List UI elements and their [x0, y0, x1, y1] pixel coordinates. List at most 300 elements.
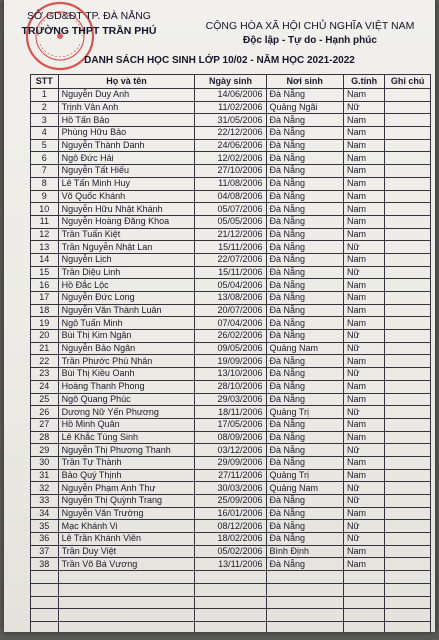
student-name: Nguyễn Văn Trường: [58, 507, 195, 520]
birth-place: Đà Nẵng: [266, 533, 343, 546]
table-row: [31, 418, 431, 431]
student-name: Nguyễn Duy Anh: [58, 89, 195, 102]
birth-date: 16/01/2006: [195, 507, 266, 520]
birth-date: 15/11/2006: [195, 266, 266, 279]
birth-date: 13/11/2006: [195, 558, 266, 571]
birth-place: Đà Nẵng: [266, 114, 343, 127]
birth-place: Đà Nẵng: [266, 380, 343, 393]
row-number: 23: [31, 368, 59, 381]
student-name: Trần Duy Việt: [58, 545, 195, 558]
empty-cell: [58, 609, 195, 622]
birth-place: Đà Nẵng: [266, 177, 343, 190]
birth-date: 28/10/2006: [195, 380, 266, 393]
empty-cell: [343, 596, 384, 609]
empty-cell: [385, 609, 431, 622]
gender: Nam: [343, 279, 384, 292]
birth-place: Đà Nẵng: [266, 444, 343, 457]
row-number: 21: [31, 342, 59, 355]
table-row: [31, 507, 431, 520]
student-name: Ngô Đức Hải: [58, 152, 195, 165]
birth-date: 15/11/2006: [195, 241, 266, 254]
row-number: 37: [31, 545, 59, 558]
empty-cell: [266, 571, 343, 584]
student-name: Nguyễn Hoàng Đăng Khoa: [58, 215, 195, 228]
row-number: 33: [31, 495, 59, 508]
student-name: Trần Võ Bá Vương: [58, 558, 195, 571]
note: [385, 482, 431, 495]
row-number: 7: [31, 165, 59, 178]
gender: Nữ: [343, 342, 384, 355]
empty-table-row: [31, 621, 431, 632]
note: [385, 444, 431, 457]
row-number: 12: [31, 228, 59, 241]
note: [385, 165, 431, 178]
empty-cell: [385, 621, 431, 632]
row-number: 29: [31, 444, 59, 457]
table-row: [31, 342, 431, 355]
row-number: 6: [31, 152, 59, 165]
birth-place: Đà Nẵng: [266, 456, 343, 469]
student-name: Mạc Khánh Vi: [58, 520, 195, 533]
gender: Nữ: [343, 533, 384, 546]
note: [385, 469, 431, 482]
birth-date: 11/02/2006: [195, 101, 266, 114]
row-number: 36: [31, 533, 59, 546]
birth-date: 25/09/2006: [195, 495, 266, 508]
row-number: 30: [31, 456, 59, 469]
birth-date: 22/07/2006: [195, 253, 266, 266]
note: [385, 114, 431, 127]
note: [385, 152, 431, 165]
note: [385, 456, 431, 469]
row-number: 17: [31, 292, 59, 305]
note: [385, 406, 431, 419]
birth-date: 07/04/2006: [195, 317, 266, 330]
gender: Nam: [343, 418, 384, 431]
birth-place: Đà Nẵng: [266, 304, 343, 317]
issuer-header: [14, 10, 164, 37]
row-number: 18: [31, 304, 59, 317]
row-number: 9: [31, 190, 59, 203]
note: [385, 292, 431, 305]
birth-place: Bình Định: [266, 545, 343, 558]
table-row: [31, 241, 431, 254]
table-row: [31, 533, 431, 546]
note: [385, 253, 431, 266]
empty-cell: [31, 571, 59, 584]
birth-place: Đà Nẵng: [266, 368, 343, 381]
student-name: Nguyễn Thị Quỳnh Trang: [58, 495, 195, 508]
empty-cell: [31, 583, 59, 596]
gender: Nữ: [343, 368, 384, 381]
note: [385, 317, 431, 330]
student-name: Phùng Hữu Bảo: [58, 127, 195, 140]
birth-date: 14/06/2006: [195, 89, 266, 102]
table-row: [31, 114, 431, 127]
gender: Nam: [343, 89, 384, 102]
row-number: 34: [31, 507, 59, 520]
note: [385, 203, 431, 216]
row-number: 15: [31, 266, 59, 279]
gender: Nam: [343, 558, 384, 571]
birth-date: 05/05/2006: [195, 215, 266, 228]
birth-place: Đà Nẵng: [266, 203, 343, 216]
birth-place: Đà Nẵng: [266, 152, 343, 165]
empty-cell: [195, 583, 266, 596]
gender: Nam: [343, 165, 384, 178]
table-row: [31, 165, 431, 178]
student-name: Nguyễn Bảo Ngân: [58, 342, 195, 355]
note: [385, 533, 431, 546]
empty-cell: [343, 571, 384, 584]
gender: Nữ: [343, 101, 384, 114]
table-row: [31, 431, 431, 444]
birth-date: 08/12/2006: [195, 520, 266, 533]
gender: Nữ: [343, 266, 384, 279]
table-row: [31, 304, 431, 317]
empty-table-row: [31, 583, 431, 596]
gender: Nữ: [343, 482, 384, 495]
gender: Nam: [343, 292, 384, 305]
birth-date: 26/02/2006: [195, 330, 266, 343]
empty-table-row: [31, 571, 431, 584]
gender: Nữ: [343, 406, 384, 419]
birth-place: Đà Nẵng: [266, 228, 343, 241]
student-name: Hồ Minh Quân: [58, 418, 195, 431]
birth-date: 05/02/2006: [195, 545, 266, 558]
student-roster-table: [30, 74, 431, 632]
row-number: 2: [31, 101, 59, 114]
student-name: Hoàng Thanh Phong: [58, 380, 195, 393]
table-row: [31, 469, 431, 482]
table-row: [31, 203, 431, 216]
table-row: [31, 101, 431, 114]
empty-cell: [266, 596, 343, 609]
table-row: [31, 190, 431, 203]
birth-date: 27/11/2006: [195, 469, 266, 482]
note: [385, 89, 431, 102]
student-name: Lê Tấn Minh Huy: [58, 177, 195, 190]
gender: Nam: [343, 469, 384, 482]
national-motto: Độc lập - Tự do - Hạnh phúc: [243, 35, 377, 46]
table-row: [31, 520, 431, 533]
document-title: DANH SÁCH HỌC SINH LỚP 10/02 - NĂM HỌC 2021-2022: [84, 55, 355, 66]
table-row: [31, 380, 431, 393]
note: [385, 190, 431, 203]
note: [385, 177, 431, 190]
birth-place: Đà Nẵng: [266, 292, 343, 305]
row-number: 4: [31, 127, 59, 140]
birth-date: 11/08/2006: [195, 177, 266, 190]
national-header: [192, 20, 428, 46]
empty-cell: [385, 571, 431, 584]
birth-date: 05/04/2006: [195, 279, 266, 292]
birth-date: 03/12/2006: [195, 444, 266, 457]
birth-date: 09/05/2006: [195, 342, 266, 355]
gender: Nam: [343, 152, 384, 165]
gender: Nam: [343, 114, 384, 127]
student-name: Bùi Thị Kiều Oanh: [58, 368, 195, 381]
table-row: [31, 355, 431, 368]
note: [385, 304, 431, 317]
birth-date: 24/06/2006: [195, 139, 266, 152]
roster-body: [31, 89, 431, 633]
table-row: [31, 545, 431, 558]
note: [385, 215, 431, 228]
student-name: Lê Trần Khánh Viên: [58, 533, 195, 546]
student-name: Võ Quốc Khánh: [58, 190, 195, 203]
birth-place: Quảng Trị: [266, 469, 343, 482]
birth-place: Đà Nẵng: [266, 330, 343, 343]
document-page: [4, 0, 435, 632]
row-number: 27: [31, 418, 59, 431]
birth-place: Đà Nẵng: [266, 89, 343, 102]
school-name: TRƯỜNG THPT TRẦN PHÚ: [21, 25, 157, 37]
student-name: Ngô Quang Phúc: [58, 393, 195, 406]
table-row: [31, 330, 431, 343]
note: [385, 393, 431, 406]
empty-cell: [31, 609, 59, 622]
student-name: Hồ Tấn Bảo: [58, 114, 195, 127]
column-header: Ghi chú: [385, 75, 431, 89]
row-number: 25: [31, 393, 59, 406]
student-name: Bảo Quý Thịnh: [58, 469, 195, 482]
gender: Nam: [343, 215, 384, 228]
student-name: Hồ Đắc Lộc: [58, 279, 195, 292]
student-name: Nguyễn Thị Phương Thanh: [58, 444, 195, 457]
gender: Nữ: [343, 444, 384, 457]
table-row: [31, 482, 431, 495]
empty-cell: [343, 609, 384, 622]
row-number: 10: [31, 203, 59, 216]
birth-date: 19/09/2006: [195, 355, 266, 368]
row-number: 20: [31, 330, 59, 343]
birth-place: Đà Nẵng: [266, 253, 343, 266]
birth-place: Đà Nẵng: [266, 139, 343, 152]
row-number: 13: [31, 241, 59, 254]
student-name: Dương Nữ Yến Phương: [58, 406, 195, 419]
gender: Nam: [343, 177, 384, 190]
table-row: [31, 253, 431, 266]
student-name: Trần Tự Thành: [58, 456, 195, 469]
empty-cell: [58, 571, 195, 584]
table-row: [31, 292, 431, 305]
empty-cell: [58, 596, 195, 609]
gender: Nam: [343, 228, 384, 241]
empty-cell: [58, 583, 195, 596]
empty-table-row: [31, 609, 431, 622]
birth-date: 20/07/2006: [195, 304, 266, 317]
table-row: [31, 406, 431, 419]
birth-place: Đà Nẵng: [266, 495, 343, 508]
birth-place: Đà Nẵng: [266, 558, 343, 571]
student-name: Nguyễn Thành Danh: [58, 139, 195, 152]
table-row: [31, 152, 431, 165]
birth-place: Quảng Nam: [266, 342, 343, 355]
table-row: [31, 139, 431, 152]
note: [385, 418, 431, 431]
table-row: [31, 456, 431, 469]
birth-date: 08/09/2006: [195, 431, 266, 444]
note: [385, 330, 431, 343]
note: [385, 241, 431, 254]
birth-place: Đà Nẵng: [266, 393, 343, 406]
table-row: [31, 495, 431, 508]
note: [385, 101, 431, 114]
table-row: [31, 127, 431, 140]
gender: Nam: [343, 139, 384, 152]
student-name: Nguyễn Tất Hiếu: [58, 165, 195, 178]
gender: Nam: [343, 355, 384, 368]
birth-date: 04/08/2006: [195, 190, 266, 203]
student-name: Lê Khắc Tùng Sinh: [58, 431, 195, 444]
birth-place: Đà Nẵng: [266, 279, 343, 292]
birth-place: Đà Nẵng: [266, 520, 343, 533]
note: [385, 380, 431, 393]
table-row: [31, 393, 431, 406]
student-name: Bùi Thị Kim Ngân: [58, 330, 195, 343]
student-name: Nguyễn Đức Long: [58, 292, 195, 305]
table-row: [31, 215, 431, 228]
note: [385, 507, 431, 520]
birth-date: 27/10/2006: [195, 165, 266, 178]
nation-name: CỘNG HÒA XÃ HỘI CHỦ NGHĨA VIỆT NAM: [205, 20, 415, 32]
gender: Nam: [343, 380, 384, 393]
birth-date: 18/02/2006: [195, 533, 266, 546]
empty-cell: [343, 583, 384, 596]
student-name: Nguyễn Lịch: [58, 253, 195, 266]
empty-cell: [385, 583, 431, 596]
column-header: Ngày sinh: [195, 75, 266, 89]
birth-place: Quảng Trị: [266, 406, 343, 419]
empty-cell: [385, 596, 431, 609]
row-number: 31: [31, 469, 59, 482]
column-header: Họ và tên: [58, 75, 195, 89]
department-name: SỞ GD&ĐT TP. ĐÀ NẴNG: [27, 10, 151, 22]
column-header: Nơi sinh: [266, 75, 343, 89]
row-number: 38: [31, 558, 59, 571]
birth-place: Quảng Ngãi: [266, 101, 343, 114]
table-row: [31, 558, 431, 571]
student-name: Trịnh Vân Anh: [58, 101, 195, 114]
gender: Nữ: [343, 495, 384, 508]
birth-date: 22/12/2006: [195, 127, 266, 140]
table-row: [31, 89, 431, 102]
table-row: [31, 279, 431, 292]
row-number: 16: [31, 279, 59, 292]
note: [385, 228, 431, 241]
birth-place: Đà Nẵng: [266, 317, 343, 330]
row-number: 35: [31, 520, 59, 533]
birth-date: 29/03/2006: [195, 393, 266, 406]
table-row: [31, 228, 431, 241]
row-number: 5: [31, 139, 59, 152]
birth-place: Đà Nẵng: [266, 507, 343, 520]
note: [385, 368, 431, 381]
row-number: 19: [31, 317, 59, 330]
empty-cell: [266, 621, 343, 632]
note: [385, 431, 431, 444]
note: [385, 520, 431, 533]
row-number: 11: [31, 215, 59, 228]
empty-cell: [266, 609, 343, 622]
gender: Nam: [343, 317, 384, 330]
empty-cell: [343, 621, 384, 632]
birth-place: Quảng Nam: [266, 482, 343, 495]
table-header-row: [31, 75, 431, 89]
note: [385, 139, 431, 152]
table-row: [31, 444, 431, 457]
birth-date: 17/05/2006: [195, 418, 266, 431]
row-number: 28: [31, 431, 59, 444]
birth-date: 21/12/2006: [195, 228, 266, 241]
student-name: Trần Diệu Linh: [58, 266, 195, 279]
empty-table-row: [31, 596, 431, 609]
student-name: Trần Phước Phú Nhân: [58, 355, 195, 368]
row-number: 32: [31, 482, 59, 495]
birth-place: Đà Nẵng: [266, 165, 343, 178]
gender: Nam: [343, 203, 384, 216]
birth-place: Đà Nẵng: [266, 431, 343, 444]
gender: Nam: [343, 507, 384, 520]
gender: Nam: [343, 190, 384, 203]
gender: Nữ: [343, 241, 384, 254]
birth-date: 05/07/2006: [195, 203, 266, 216]
empty-cell: [195, 596, 266, 609]
birth-date: 30/03/2006: [195, 482, 266, 495]
table-row: [31, 177, 431, 190]
empty-cell: [195, 621, 266, 632]
table-row: [31, 368, 431, 381]
birth-date: 13/10/2006: [195, 368, 266, 381]
empty-cell: [31, 596, 59, 609]
student-name: Nguyễn Phạm Anh Thư: [58, 482, 195, 495]
row-number: 14: [31, 253, 59, 266]
birth-place: Đà Nẵng: [266, 127, 343, 140]
student-name: Nguyễn Văn Thành Luân: [58, 304, 195, 317]
note: [385, 342, 431, 355]
student-name: Nguyễn Hữu Nhật Khánh: [58, 203, 195, 216]
gender: Nam: [343, 304, 384, 317]
birth-place: Đà Nẵng: [266, 355, 343, 368]
table-row: [31, 317, 431, 330]
table-row: [31, 266, 431, 279]
birth-place: Đà Nẵng: [266, 215, 343, 228]
column-header: G.tính: [343, 75, 384, 89]
column-header: STT: [31, 75, 59, 89]
birth-place: Đà Nẵng: [266, 241, 343, 254]
note: [385, 545, 431, 558]
birth-date: 31/05/2006: [195, 114, 266, 127]
gender: Nữ: [343, 520, 384, 533]
note: [385, 279, 431, 292]
gender: Nam: [343, 431, 384, 444]
birth-place: Đà Nẵng: [266, 418, 343, 431]
birth-date: 18/11/2006: [195, 406, 266, 419]
birth-place: Đà Nẵng: [266, 190, 343, 203]
gender: Nam: [343, 253, 384, 266]
note: [385, 127, 431, 140]
birth-date: 12/02/2006: [195, 152, 266, 165]
gender: Nam: [343, 456, 384, 469]
student-name: Ngô Tuấn Minh: [58, 317, 195, 330]
row-number: 24: [31, 380, 59, 393]
row-number: 1: [31, 89, 59, 102]
note: [385, 355, 431, 368]
empty-cell: [266, 583, 343, 596]
birth-date: 29/09/2006: [195, 456, 266, 469]
empty-cell: [31, 621, 59, 632]
